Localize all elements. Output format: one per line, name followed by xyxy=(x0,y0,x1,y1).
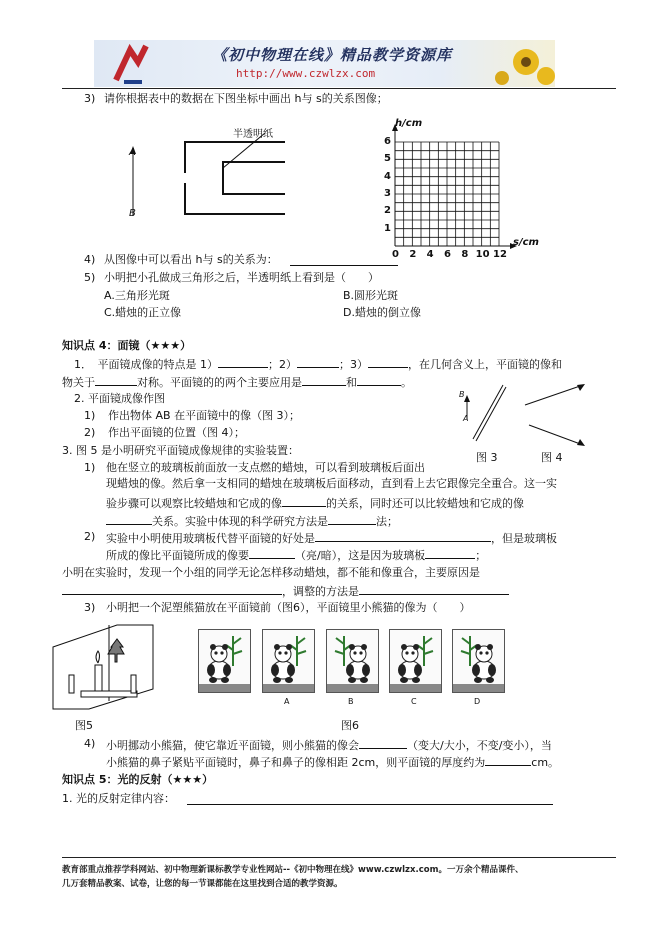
r1-text: 1. 光的反射定律内容： xyxy=(62,792,175,805)
p3-s4-line1: 小明挪动小熊猫，使它靠近平面镜，则小熊猫的像会 （变大/大小，不变/变小），当 xyxy=(106,739,552,752)
fig6-option-panel[interactable] xyxy=(326,629,379,693)
q5-option-a[interactable]: A.三角形光斑 xyxy=(104,289,170,302)
arrow-label-a: A xyxy=(129,147,136,158)
fig6-option-label: B xyxy=(348,697,354,706)
x-tick-label: 12 xyxy=(493,249,507,260)
p2-item2-number: 2) xyxy=(84,426,96,439)
fig3-fig4-drawing xyxy=(455,383,605,453)
blank-bright-dark[interactable] xyxy=(249,547,295,559)
panda-icon xyxy=(263,630,314,692)
p3-s3-text: 小明把一个泥塑熊猫放在平面镜前（图6），平面镜里小熊猫的像为（ ） xyxy=(106,601,471,614)
p3-s2-number: 2) xyxy=(84,530,96,543)
q5-option-b[interactable]: B.圆形光斑 xyxy=(343,289,399,302)
blank-main-reason[interactable] xyxy=(62,583,282,595)
blank-feature-1[interactable] xyxy=(218,356,268,368)
blank-reflection-law[interactable] xyxy=(187,793,553,805)
p3-s1-line3: 验步骤可以观察比较蜡烛和它成的像 的关系，同时还可以比较蜡烛和它成的像 xyxy=(106,497,524,510)
x-tick-label: 4 xyxy=(426,249,434,260)
footer-rule xyxy=(62,857,616,858)
fig6-option-label: C xyxy=(411,697,417,706)
q4-text: 从图像中可以看出 h与 s的关系为： xyxy=(104,253,278,266)
panda-icon xyxy=(453,630,504,692)
fig6-option-label: D xyxy=(474,697,481,706)
p3-s4-line2: 小熊猫的鼻子紧贴平面镜时，鼻子和鼻子的像相距 2cm，则平面镜的厚度约为 cm。 xyxy=(106,756,560,769)
blank-feature-3[interactable] xyxy=(368,356,408,368)
q3-number: 3) xyxy=(84,92,96,105)
x-tick-label: 0 xyxy=(392,249,399,260)
p3-heading: 3. 图 5 是小明研究平面镜成像规律的实验装置： xyxy=(62,444,299,457)
p3-s3-number: 3) xyxy=(84,601,96,614)
q5-option-c[interactable]: C.蜡烛的正立像 xyxy=(104,306,182,319)
p3-s1-line4: 关系。实验中体现的科学研究方法是 法； xyxy=(106,513,398,529)
y-tick-label: 2 xyxy=(384,205,391,217)
blank-size-relation[interactable] xyxy=(282,495,326,507)
p3-s2-line1: 实验中小明使用玻璃板代替平面镜的好处是 ，但是玻璃板 xyxy=(106,532,557,545)
paper-label: 半透明纸 xyxy=(233,129,273,140)
fig5-apparatus xyxy=(45,619,155,711)
q5-number: 5) xyxy=(84,271,96,284)
q5-option-d[interactable]: D.蜡烛的倒立像 xyxy=(343,306,421,319)
blank-feature-2[interactable] xyxy=(297,356,339,368)
blank-adjust-method[interactable] xyxy=(359,583,509,595)
y-tick-label: 4 xyxy=(384,170,391,182)
q4-number: 4) xyxy=(84,253,96,266)
arrow-label-b: B xyxy=(129,208,136,219)
y-tick-label: 6 xyxy=(384,136,391,147)
p3-s2-line4: ，调整的方法是 xyxy=(62,583,509,599)
header-banner xyxy=(94,40,555,87)
panda-icon xyxy=(327,630,378,692)
fig6-original-panda xyxy=(198,629,251,693)
fig6-option-panel[interactable] xyxy=(389,629,442,693)
fig3-caption: 图 3 xyxy=(476,451,498,464)
y-tick-label: 1 xyxy=(384,222,391,234)
y-tick-label: 5 xyxy=(384,153,391,165)
footer-line1: 教育部重点推荐学科网站、初中物理新课标教学专业性网站--《初中物理在线》www.czwlzx.com。一万余个精品课件、 xyxy=(62,865,524,875)
p2-heading: 2. 平面镜成像作图 xyxy=(74,392,165,405)
p3-s2-line2: 所成的像比平面镜所成的像要 （亮/暗），这是因为玻璃板 ； xyxy=(106,549,487,562)
blank-position-relation[interactable] xyxy=(106,513,152,525)
blank-glass-reason[interactable] xyxy=(425,547,475,559)
fig4-caption: 图 4 xyxy=(541,451,563,464)
p1-line2: 物关于 对称。平面镜的的两个主要应用是 和 。 xyxy=(62,376,412,389)
x-tick-label: 10 xyxy=(475,249,490,260)
p3-s1-line2: 现蜡烛的像。然后拿一支相同的蜡烛在玻璃板后面移动，直到看上去它跟像完全重合。这一实 xyxy=(106,477,557,490)
footer-line2: 几万套精品教案、试卷，让您的每一节课都能在这里找到合适的教学资源。 xyxy=(62,879,343,889)
fig6-option-panel[interactable] xyxy=(262,629,315,693)
x-tick-label: 2 xyxy=(409,249,417,260)
q5-text: 小明把小孔做成三角形之后，半透明纸上看到是（ ） xyxy=(104,271,379,284)
p2-item1: 作出物体 AB 在平面镜中的像（图 3）； xyxy=(108,409,301,422)
p3-s2-line3: 小明在实验时，发现一个小组的同学无论怎样移动蜡烛，都不能和像重合，主要原因是 xyxy=(62,566,480,579)
blank-image-size[interactable] xyxy=(359,737,407,749)
fig6-option-panel[interactable] xyxy=(452,629,505,693)
blank-method[interactable] xyxy=(328,513,376,525)
blank-application-2[interactable] xyxy=(357,374,401,386)
logo-icon xyxy=(116,46,146,80)
fig6-option-label: A xyxy=(284,697,290,706)
blank-symmetry[interactable] xyxy=(95,374,137,386)
p3-s4-number: 4) xyxy=(84,737,96,750)
header-rule xyxy=(62,88,616,89)
panda-icon xyxy=(199,630,250,692)
q3-text: 请你根据表中的数据在下图坐标中画出 h与 s的关系图像； xyxy=(104,92,388,105)
banner-url[interactable]: http://www.czwlzx.com xyxy=(236,67,376,80)
p2-item1-number: 1) xyxy=(84,409,96,422)
pinhole-figure xyxy=(125,128,295,228)
p1-line1: 1． 平面镜成像的特点是 1） ；2） ；3） ，在几何含义上，平面镜的像和 xyxy=(74,358,562,371)
q4-blank[interactable] xyxy=(290,254,398,266)
fig3-label-a: A xyxy=(463,414,469,423)
fig5-caption: 图5 xyxy=(75,719,93,732)
blank-application-1[interactable] xyxy=(302,374,346,386)
banner-title: 《初中物理在线》精品教学资源库 xyxy=(212,46,453,64)
graph-ylabel: h/cm xyxy=(395,118,423,129)
p3-s1-number: 1) xyxy=(84,461,96,474)
p2-item2: 作出平面镜的位置（图 4）； xyxy=(108,426,245,439)
graph-xlabel: s/cm xyxy=(513,237,539,248)
x-tick-label: 6 xyxy=(444,249,451,260)
blank-mirror-thickness[interactable] xyxy=(485,754,531,766)
fig6-caption: 图6 xyxy=(341,719,359,732)
panda-icon xyxy=(390,630,441,692)
section-4-title: 知识点 4：面镜（★★★） xyxy=(62,339,192,352)
x-tick-label: 8 xyxy=(461,249,469,260)
y-tick-label: 3 xyxy=(384,188,391,199)
p3-s1-line1: 他在竖立的玻璃板前面放一支点燃的蜡烛，可以看到玻璃板后面出 xyxy=(106,461,425,474)
fig3-label-b: B xyxy=(459,390,465,399)
section-5-title: 知识点 5：光的反射（★★★） xyxy=(62,773,214,786)
blank-glass-benefit[interactable] xyxy=(315,530,491,542)
